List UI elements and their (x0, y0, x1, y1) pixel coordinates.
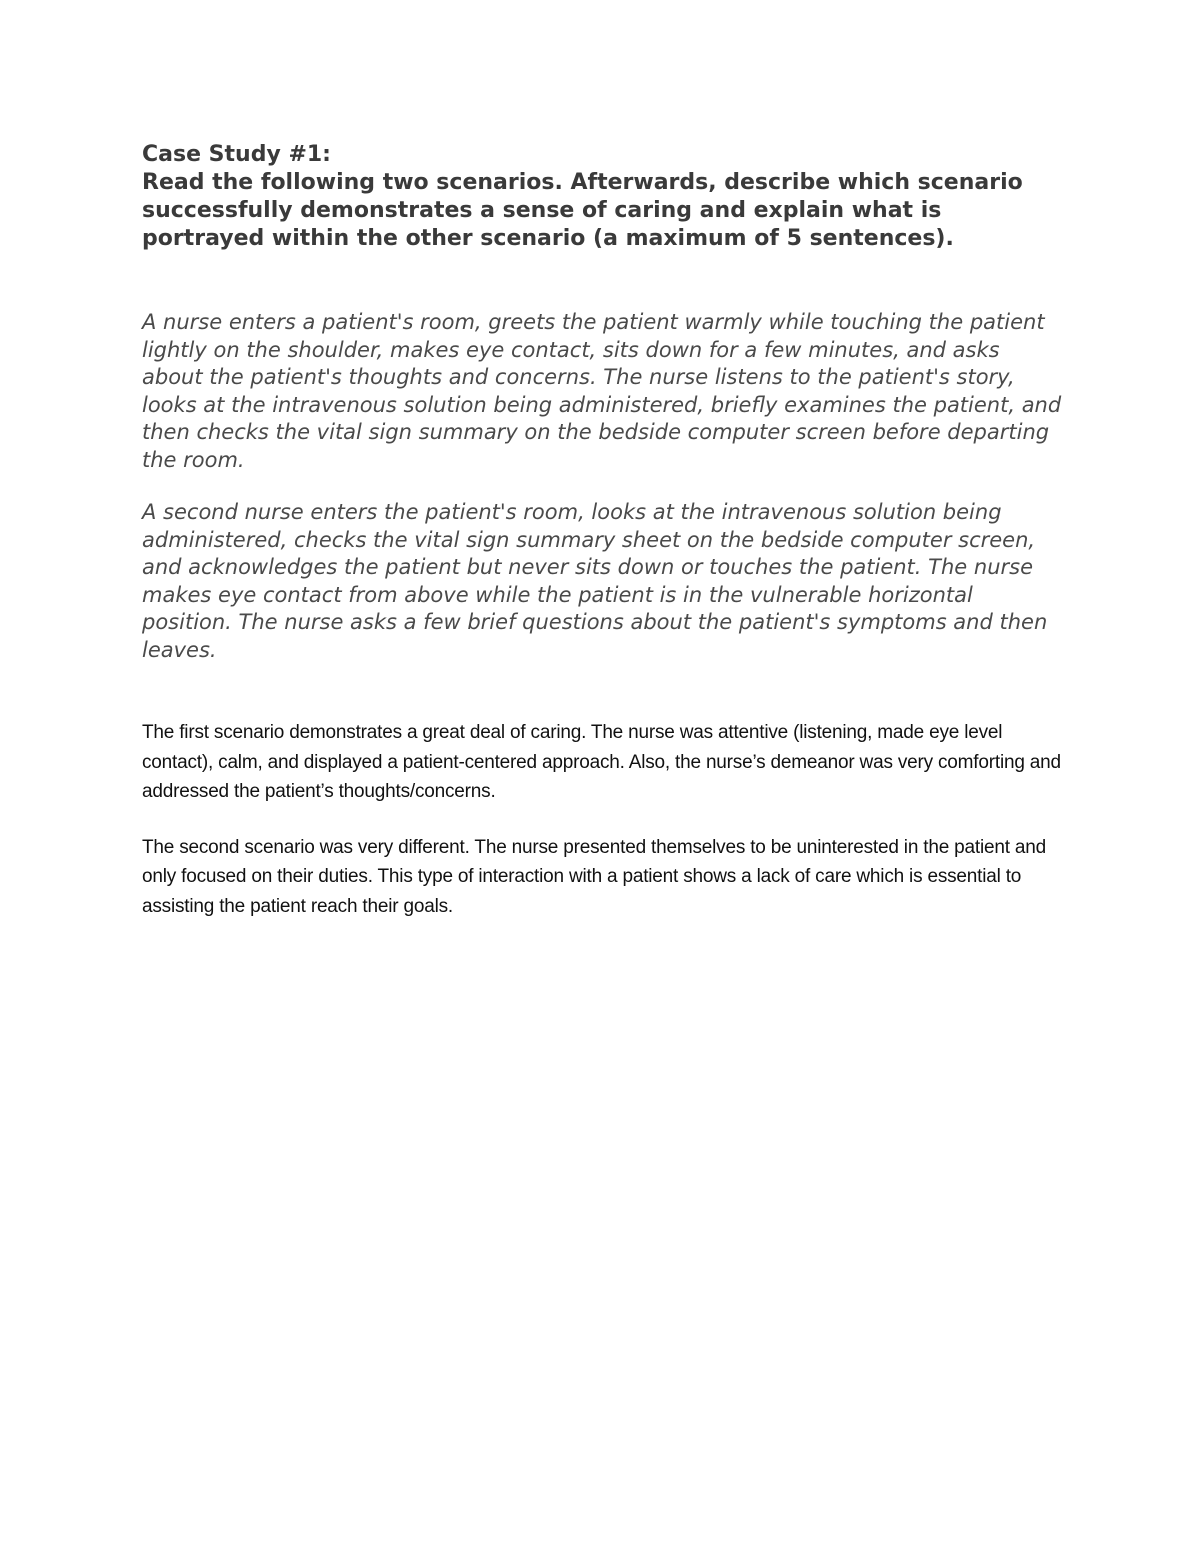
case-study-title: Case Study #1: (142, 142, 331, 167)
document-content (142, 141, 1062, 921)
scenario-one-text: A nurse enters a patient's room, greets the patient warmly while touching the patient lightly on the shoulder, makes eye contact, sits down for a few minutes, and asks about the patient's thoughts and concerns. The nurse listens to the patient's story, looks at the intravenous solution being administered, briefly examines the patient, and then checks the vital sign summary on the bedside computer screen before departing the room. (142, 310, 1062, 472)
answer-paragraph-one: The first scenario demonstrates a great deal of caring. The nurse was attentive (listening, made eye level contact), calm, and displayed a patient-centered approach. Also, the nurse’s demeanor was very comforting and addressed the patient’s thoughts/concerns. (142, 722, 1061, 802)
scenario-two-text: A second nurse enters the patient's room, looks at the intravenous solution being administered, checks the vital sign summary sheet on the bedside computer screen, and acknowledges the patient but never sits down or touches the patient. The nurse makes eye contact from above while the patient is in the vulnerable horizontal position. The nurse asks a few brief questions about the patient's symptoms and then leaves. (142, 500, 1048, 662)
case-study-instructions: Read the following two scenarios. Afterwards, describe which scenario successfully demonstrates a sense of caring and explain what is portrayed within the other scenario (a maximum of 5 sentences). (142, 170, 1023, 251)
answer-paragraph-two: The second scenario was very different. The nurse presented themselves to be uninterested in the patient and only focused on their duties. This type of interaction with a patient shows a lack of care which is essential to assisting the patient reach their goals. (142, 836, 1046, 917)
